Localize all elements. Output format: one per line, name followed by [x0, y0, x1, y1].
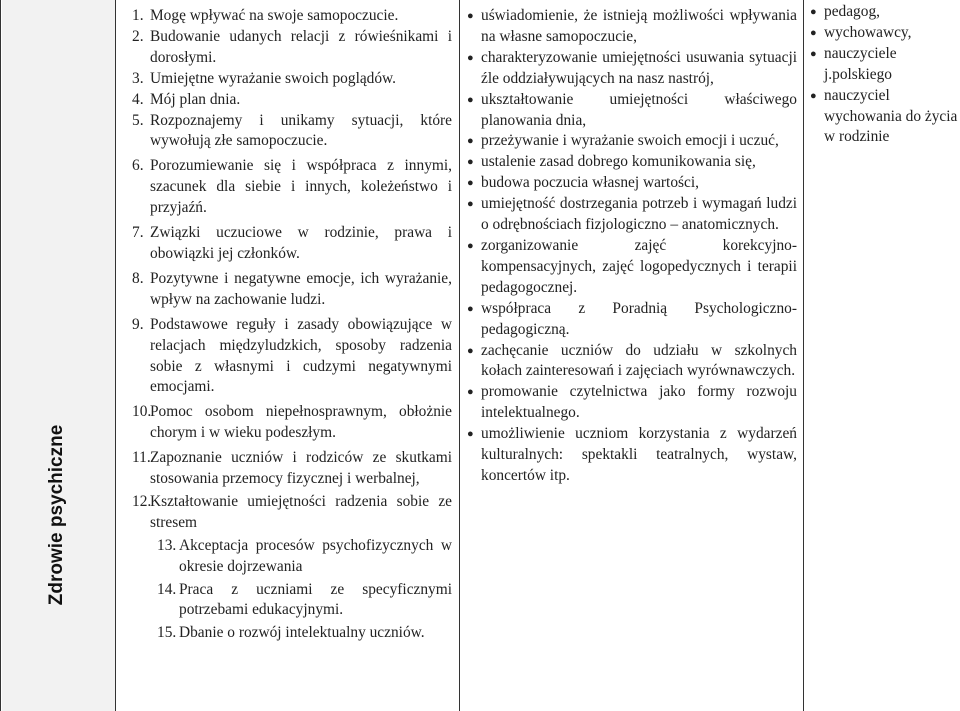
- list-item: [122, 111, 452, 153]
- item-number: 13.: [157, 536, 177, 554]
- item-number: 8.: [132, 269, 144, 287]
- section-label-cell: [0, 0, 115, 711]
- bullet-icon: ●: [467, 302, 474, 315]
- item-text: nauczyciele j.polskiego: [824, 44, 897, 83]
- topics-list: [122, 6, 452, 644]
- item-number: 14.: [157, 580, 177, 598]
- list-item: [122, 269, 452, 311]
- list-item: [810, 2, 960, 23]
- item-number: 15.: [157, 624, 177, 642]
- item-text: Pomoc osobom niepełnosprawnym, obłożnie chorym i w wieku podeszłym.: [150, 403, 452, 442]
- item-text: Podstawowe reguły i zasady obowiązujące w relacjach międzyludzkich, sposoby radzenia sobie z własnymi i cudzymi negatywnymi emocjami.: [150, 315, 452, 396]
- item-number: 9.: [132, 315, 144, 333]
- list-item: [122, 90, 452, 111]
- item-text: zachęcanie uczniów do udziału w szkolnych kołach zainteresowań i zajęciach wyrównawczych.: [481, 341, 797, 380]
- goals-list: [467, 6, 797, 487]
- list-item: [467, 236, 797, 299]
- list-item: [467, 131, 797, 152]
- bullet-icon: ●: [810, 6, 817, 18]
- item-text: umożliwienie uczniom korzystania z wydarzeń kulturalnych: spektakli teatralnych, wystaw, koncertów itp.: [481, 425, 797, 484]
- list-item: [467, 152, 797, 173]
- bullet-icon: ●: [467, 344, 474, 357]
- list-item: [810, 23, 960, 44]
- item-text: Rozpoznajemy i unikamy sytuacji, które wywołują złe samopoczucie.: [150, 111, 452, 150]
- item-text: współpraca z Poradnią Psychologiczno-pedagogiczną.: [481, 299, 797, 338]
- item-text: Praca z uczniami ze specyficznymi potrzebami edukacyjnymi.: [179, 580, 452, 619]
- list-item: [467, 341, 797, 383]
- list-item: [467, 6, 797, 48]
- list-item: [810, 44, 960, 86]
- item-number: 2.: [132, 27, 144, 45]
- item-text: nauczyciel wychowania do życia w rodzinie: [824, 86, 958, 146]
- item-number: 10.: [132, 403, 152, 421]
- list-item: [122, 156, 452, 219]
- item-text: pedagog,: [824, 3, 880, 20]
- list-item: [122, 223, 452, 265]
- item-text: przeżywanie i wyrażanie swoich emocji i uczuć,: [481, 132, 779, 150]
- bullet-icon: ●: [467, 93, 474, 106]
- item-text: Akceptacja procesów psychofizycznych w okresie dojrzewania: [179, 536, 452, 575]
- list-item: [467, 424, 797, 487]
- item-text: budowa poczucia własnej wartości,: [481, 174, 699, 192]
- list-item: [122, 69, 452, 90]
- column-divider: [115, 0, 116, 711]
- list-item: [122, 448, 452, 490]
- bullet-icon: ●: [467, 156, 474, 169]
- item-text: wychowawcy,: [824, 23, 912, 41]
- item-text: Umiejętne wyrażanie swoich poglądów.: [150, 69, 397, 87]
- bullet-icon: ●: [467, 10, 474, 22]
- bullet-icon: ●: [467, 428, 474, 441]
- item-text: Kształtowanie umiejętności radzenia sobie ze stresem: [150, 492, 452, 531]
- item-number: 12.: [132, 492, 152, 510]
- bullet-icon: ●: [810, 89, 817, 102]
- item-number: 7.: [132, 224, 144, 242]
- bullet-icon: ●: [467, 386, 474, 399]
- list-item: [810, 86, 960, 149]
- responsible-list: [810, 2, 960, 148]
- item-text: Mogę wpływać na swoje samopoczucie.: [150, 7, 399, 24]
- bullet-icon: ●: [467, 177, 474, 190]
- item-text: Mój plan dnia.: [150, 90, 241, 108]
- item-text: charakteryzowanie umiejętności usuwania sytuacji źle oddziaływujących na nasz nastrój,: [481, 48, 797, 87]
- list-item: [122, 623, 452, 644]
- item-number: 3.: [132, 69, 144, 87]
- item-number: 6.: [132, 157, 144, 175]
- section-label: Zdrowie psychiczne: [46, 424, 67, 606]
- bullet-icon: ●: [467, 51, 474, 64]
- list-item: [122, 580, 452, 622]
- item-text: ukształtowanie umiejętności właściwego planowania dnia,: [481, 90, 797, 129]
- item-text: ustalenie zasad dobrego komunikowania się,: [481, 153, 756, 171]
- bullet-icon: ●: [467, 135, 474, 148]
- list-item: [122, 27, 452, 69]
- item-text: Dbanie o rozwój intelektualny uczniów.: [179, 624, 425, 642]
- item-text: Zapoznanie uczniów i rodziców ze skutkami stosowania przemocy fizycznej i werbalnej,: [150, 449, 452, 488]
- item-text: zorganizowanie zajęć korekcyjno- kompensacyjnych, zajęć logopedycznych i terapii pedagogocznej.: [481, 236, 797, 296]
- list-item: [122, 315, 452, 399]
- item-text: uświadomienie, że istnieją możliwości wpływania na własne samopoczucie,: [481, 7, 797, 45]
- list-item: [467, 48, 797, 90]
- item-text: Porozumiewanie się i współpraca z innymi, szacunek dla siebie i innych, koleżeństwo i przyjaźń.: [150, 157, 452, 217]
- bullet-icon: ●: [467, 239, 474, 252]
- column-divider: [803, 0, 804, 711]
- list-item: [122, 402, 452, 444]
- item-text: Budowanie udanych relacji z rówieśnikami i dorosłymi.: [150, 27, 452, 66]
- list-item: [467, 299, 797, 341]
- item-text: umiejętność dostrzegania potrzeb i wymagań ludzi o odrębnościach fizjologiczno – anatomicznych.: [481, 195, 797, 234]
- item-number: 11.: [132, 449, 151, 467]
- bullet-icon: ●: [810, 47, 817, 60]
- item-number: 5.: [132, 111, 144, 129]
- list-item: [122, 6, 452, 27]
- list-item: [122, 536, 452, 578]
- bullet-icon: ●: [467, 198, 474, 211]
- item-text: Pozytywne i negatywne emocje, ich wyrażanie, wpływ na zachowanie ludzi.: [150, 269, 452, 308]
- item-number: 4.: [132, 90, 144, 108]
- bullet-icon: ●: [810, 26, 817, 39]
- list-item: [467, 194, 797, 236]
- list-item: [467, 382, 797, 424]
- column-divider: [459, 0, 460, 711]
- list-item: [467, 90, 797, 132]
- item-text: Związki uczuciowe w rodzinie, prawa i obowiązki jej członków.: [150, 224, 452, 262]
- list-item: [467, 173, 797, 194]
- item-number: 1.: [132, 7, 144, 24]
- list-item: [122, 492, 452, 534]
- item-text: promowanie czytelnictwa jako formy rozwoju intelektualnego.: [481, 383, 797, 422]
